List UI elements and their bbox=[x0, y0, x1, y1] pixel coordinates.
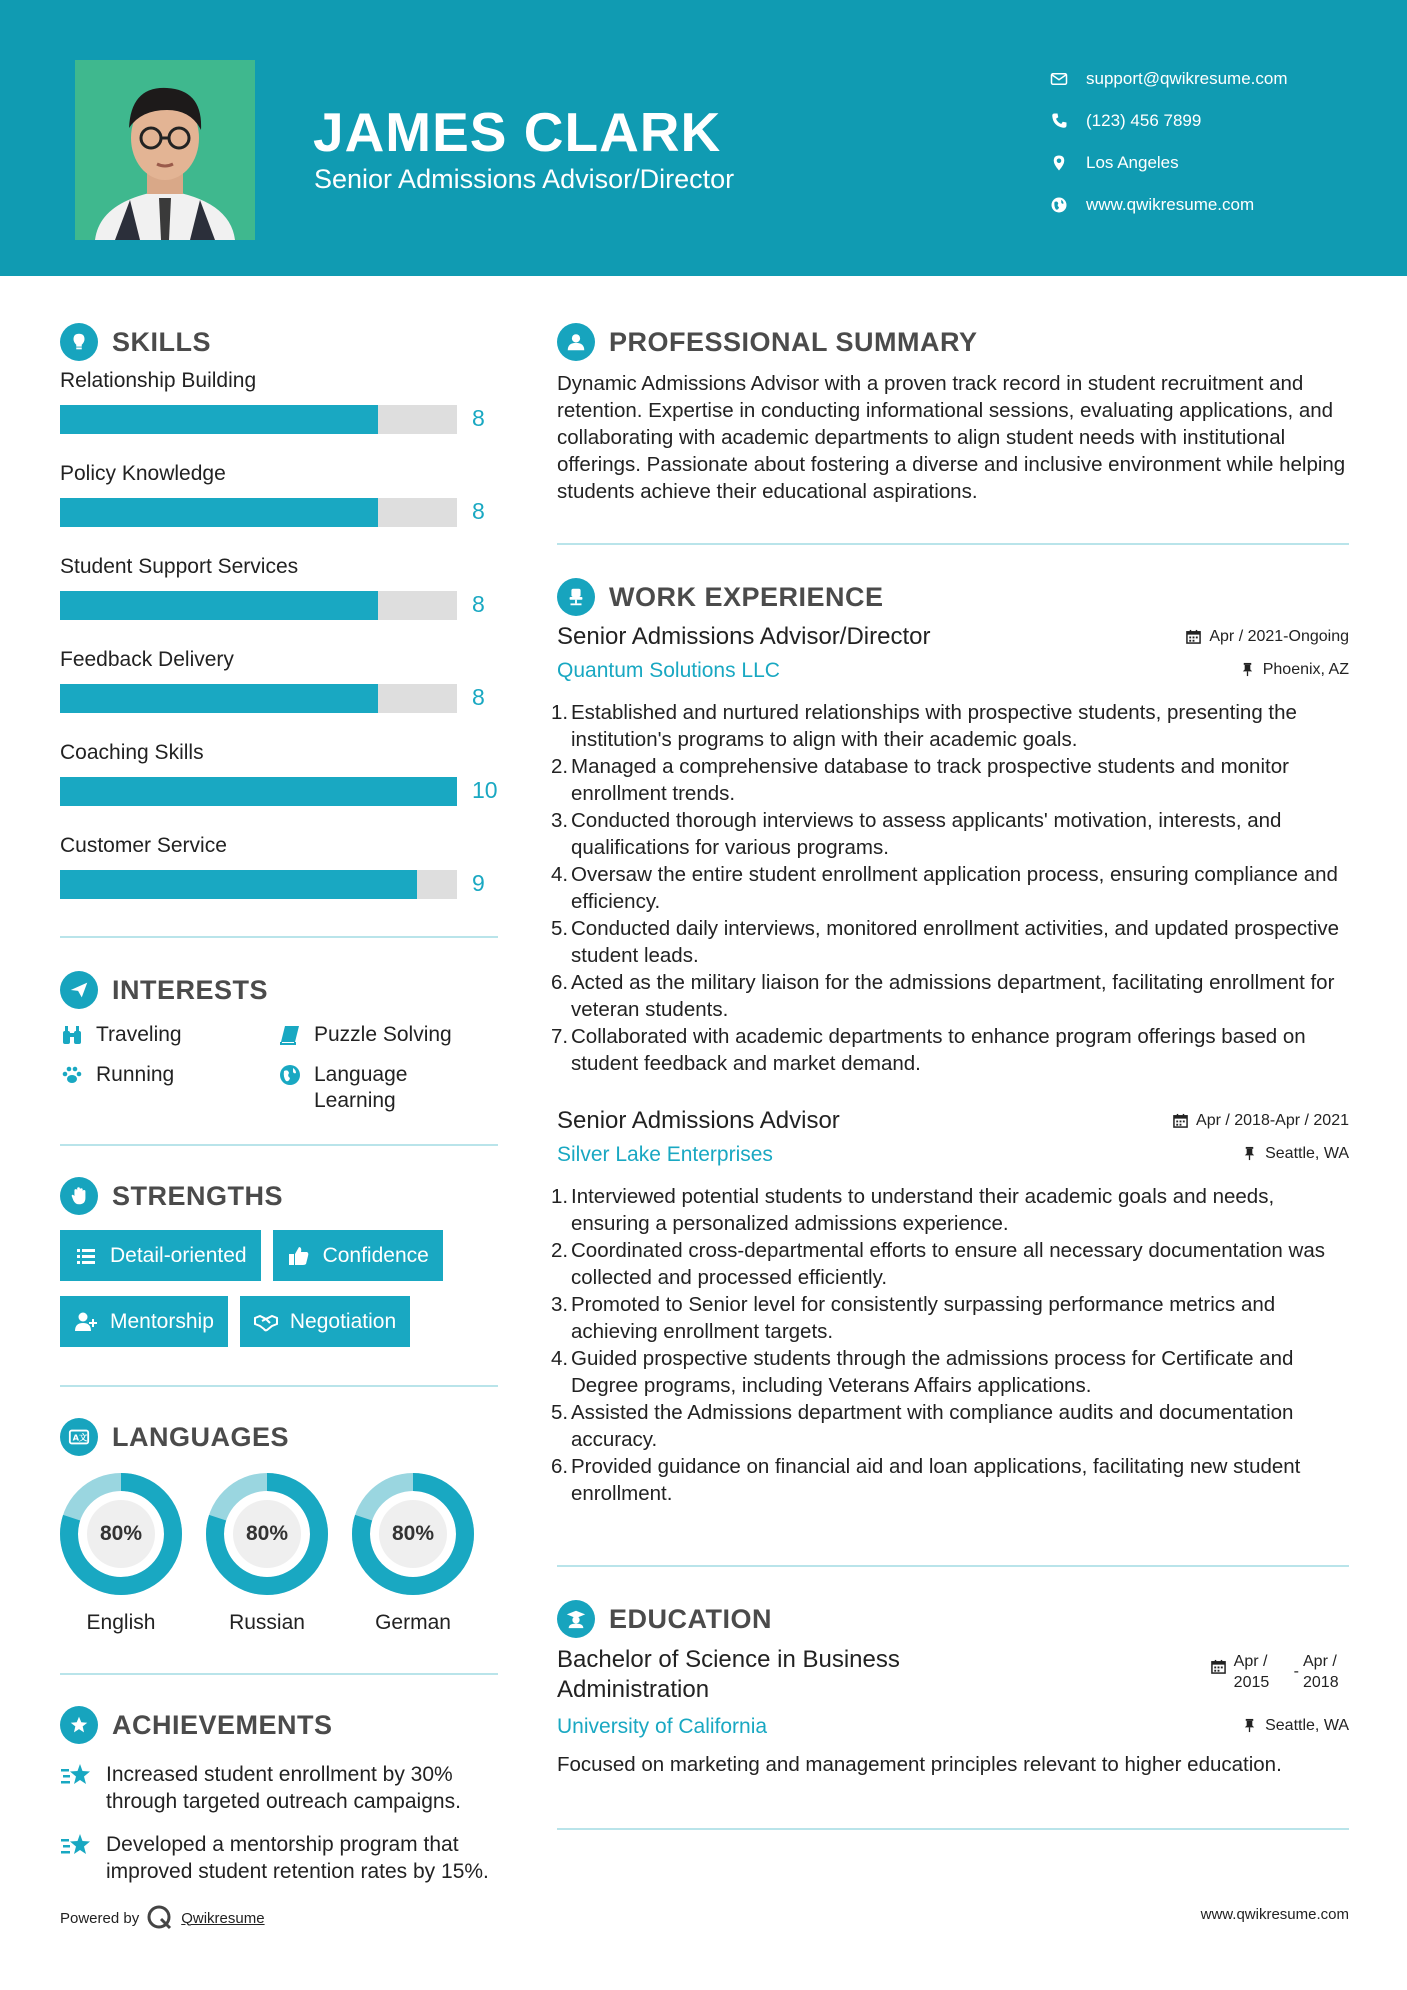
strength-tag: Confidence bbox=[273, 1230, 443, 1281]
svg-text:A文: A文 bbox=[72, 1432, 88, 1443]
interests-list bbox=[60, 1022, 498, 1114]
handshake-icon bbox=[254, 1310, 278, 1334]
job-entry bbox=[551, 623, 1349, 1077]
job-bullets bbox=[551, 1183, 1349, 1507]
candidate-name: JAMES CLARK bbox=[313, 101, 722, 163]
job-title: Senior Admissions Advisor/Director bbox=[557, 623, 931, 650]
skills-list bbox=[60, 366, 498, 918]
book-icon bbox=[278, 1023, 302, 1047]
section-divider bbox=[60, 1673, 498, 1675]
skill-value: 8 bbox=[472, 591, 485, 617]
skill-bar bbox=[60, 777, 457, 806]
pushpin-icon bbox=[1240, 662, 1255, 677]
language-percent: 80% bbox=[391, 1522, 435, 1545]
lightbulb-icon bbox=[60, 323, 98, 361]
skill-value: 8 bbox=[472, 405, 485, 431]
skill-name: Customer Service bbox=[60, 834, 227, 857]
calendar-icon bbox=[1211, 1659, 1226, 1674]
paw-icon bbox=[60, 1063, 84, 1087]
user-plus-icon bbox=[74, 1310, 98, 1334]
education-entry bbox=[557, 1645, 1349, 1778]
education-description: Focused on marketing and management principles relevant to higher education. bbox=[557, 1753, 1282, 1776]
contact-list bbox=[1050, 58, 1288, 226]
company-name: Silver Lake Enterprises bbox=[557, 1143, 773, 1166]
job-date: Apr / 2021-Ongoing bbox=[1186, 628, 1349, 646]
left-column bbox=[60, 318, 498, 1885]
section-divider bbox=[60, 936, 498, 938]
office-chair-icon bbox=[557, 578, 595, 616]
strengths-heading: STRENGTHS bbox=[60, 1172, 498, 1220]
skill-name: Policy Knowledge bbox=[60, 462, 226, 485]
skill-item bbox=[60, 831, 498, 918]
language-item bbox=[206, 1473, 328, 1635]
star-badge-icon bbox=[60, 1706, 98, 1744]
skill-item bbox=[60, 459, 498, 546]
skill-item bbox=[60, 645, 498, 732]
list-item: 1. Interviewed potential students to understand their academic goals and needs, ensuring a personalized admissions experience. bbox=[551, 1185, 1275, 1235]
list-item: 6. Provided guidance on financial aid and loan applications, facilitating new student enrollment. bbox=[551, 1455, 1301, 1505]
strength-tag: Negotiation bbox=[240, 1296, 410, 1347]
language-item bbox=[60, 1473, 182, 1635]
language-gauge bbox=[206, 1473, 328, 1595]
language-percent: 80% bbox=[245, 1522, 289, 1545]
section-divider bbox=[60, 1144, 498, 1146]
education-dates: Apr / 2015 - Apr / 2018 bbox=[1211, 1651, 1349, 1693]
fast-star-icon bbox=[60, 1761, 94, 1791]
skill-value: 10 bbox=[472, 777, 498, 803]
experience-heading: WORK EXPERIENCE bbox=[557, 573, 1349, 621]
skill-bar bbox=[60, 498, 457, 527]
job-title: Senior Admissions Advisor bbox=[557, 1107, 840, 1134]
contact-email[interactable]: support@qwikresume.com bbox=[1050, 58, 1288, 100]
strengths-list bbox=[60, 1230, 498, 1347]
list-item: 4. Oversaw the entire student enrollment application process, ensuring compliance and efficiency. bbox=[551, 863, 1338, 913]
skill-bar bbox=[60, 684, 457, 713]
thumbs-up-icon bbox=[287, 1244, 311, 1268]
strength-tag: Detail-oriented bbox=[60, 1230, 261, 1281]
interest-item: Language Learning bbox=[278, 1062, 498, 1114]
section-divider bbox=[557, 1828, 1349, 1830]
email-icon bbox=[1050, 70, 1068, 88]
pushpin-icon bbox=[1242, 1718, 1257, 1733]
strength-tag: Mentorship bbox=[60, 1296, 228, 1347]
pushpin-icon bbox=[1242, 1146, 1257, 1161]
candidate-title: Senior Admissions Advisor/Director bbox=[314, 164, 735, 194]
list-item: 2. Coordinated cross-departmental efforts to ensure all necessary documentation was collected and processed efficiently. bbox=[551, 1239, 1325, 1289]
job-location: Seattle, WA bbox=[1242, 1145, 1349, 1163]
language-name: Russian bbox=[229, 1611, 305, 1634]
list-item: 5. Conducted daily interviews, monitored enrollment activities, and updated prospective student leads. bbox=[551, 917, 1340, 967]
interests-heading: INTERESTS bbox=[60, 966, 498, 1014]
list-item: 3. Promoted to Senior level for consistently surpassing performance metrics and achieving enrollment targets. bbox=[551, 1293, 1276, 1343]
graduate-icon bbox=[557, 1600, 595, 1638]
education-heading: EDUCATION bbox=[557, 1595, 1349, 1643]
fast-star-icon bbox=[60, 1831, 94, 1861]
interest-item: Running bbox=[60, 1062, 278, 1114]
languages-list bbox=[60, 1473, 498, 1635]
interest-item: Traveling bbox=[60, 1022, 278, 1048]
calendar-icon bbox=[1173, 1113, 1188, 1128]
brand-link[interactable]: Qwikresume bbox=[181, 1909, 265, 1927]
language-name: English bbox=[86, 1611, 156, 1634]
skill-name: Relationship Building bbox=[60, 369, 257, 392]
language-percent: 80% bbox=[99, 1522, 143, 1545]
skill-bar bbox=[60, 591, 457, 620]
skill-item bbox=[60, 552, 498, 639]
skill-name: Feedback Delivery bbox=[60, 648, 234, 671]
powered-by: Powered by Qwikresume bbox=[60, 1903, 265, 1933]
section-divider bbox=[557, 1565, 1349, 1567]
job-entry bbox=[551, 1107, 1349, 1507]
list-item: 2. Managed a comprehensive database to track prospective students and monitor enrollment trends. bbox=[551, 755, 1289, 805]
language-gauge bbox=[352, 1473, 474, 1595]
paper-plane-icon bbox=[60, 971, 98, 1009]
languages-heading: A文 LANGUAGES bbox=[60, 1413, 498, 1461]
degree-title: Bachelor of Science in Business Administration bbox=[557, 1646, 900, 1703]
school-location: Seattle, WA bbox=[1242, 1717, 1349, 1735]
list-item: 4. Guided prospective students through the admissions process for Certificate and Degree programs, including Veterans Affairs applications. bbox=[551, 1347, 1294, 1397]
job-date: Apr / 2018-Apr / 2021 bbox=[1173, 1112, 1349, 1130]
contact-location: Los Angeles bbox=[1050, 142, 1288, 184]
interest-item: Puzzle Solving bbox=[278, 1022, 498, 1048]
globe-icon bbox=[278, 1063, 302, 1087]
list-item: 5. Assisted the Admissions department with compliance audits and documentation accuracy. bbox=[551, 1401, 1294, 1451]
list-item: 6. Acted as the military liaison for the admissions department, facilitating enrollment for veteran students. bbox=[551, 971, 1335, 1021]
skill-value: 8 bbox=[472, 684, 485, 710]
language-name: German bbox=[375, 1611, 451, 1634]
summary-text: Dynamic Admissions Advisor with a proven track record in student recruitment and retention. Expertise in conducting informational sessions, evaluating applications, and collaborating with academic departments to align student needs with institutional offerings. Passionate about fostering a diverse and inclusive environment while helping students achieve their educational aspirations. bbox=[557, 372, 1346, 503]
school-name: University of California bbox=[557, 1715, 768, 1738]
list-item: 7. Collaborated with academic departments to enhance program offerings based on student feedback and market demand. bbox=[551, 1025, 1306, 1075]
skill-name: Coaching Skills bbox=[60, 741, 204, 764]
resume-header bbox=[0, 0, 1407, 276]
company-name: Quantum Solutions LLC bbox=[557, 659, 780, 682]
list-icon bbox=[74, 1244, 98, 1268]
user-icon bbox=[557, 323, 595, 361]
contact-website[interactable]: www.qwikresume.com bbox=[1050, 184, 1288, 226]
globe-icon bbox=[1050, 196, 1068, 214]
skills-heading: SKILLS bbox=[60, 318, 498, 366]
section-divider bbox=[60, 1385, 498, 1387]
language-item bbox=[352, 1473, 474, 1635]
qwikresume-logo-icon bbox=[145, 1903, 175, 1933]
skill-name: Student Support Services bbox=[60, 555, 299, 578]
binoculars-icon bbox=[60, 1023, 84, 1047]
hand-icon bbox=[60, 1177, 98, 1215]
skill-value: 8 bbox=[472, 498, 485, 524]
list-item: 3. Conducted thorough interviews to assess applicants' motivation, interests, and qualifications for various programs. bbox=[551, 809, 1282, 859]
language-gauge bbox=[60, 1473, 182, 1595]
achievement-item: Increased student enrollment by 30% through targeted outreach campaigns. bbox=[60, 1761, 498, 1815]
skill-bar bbox=[60, 405, 457, 434]
list-item: 1. Established and nurtured relationships with prospective students, presenting the institution's programs to align with their academic goals. bbox=[551, 701, 1297, 751]
section-divider bbox=[557, 543, 1349, 545]
skill-value: 9 bbox=[472, 870, 485, 896]
achievements-heading: ACHIEVEMENTS bbox=[60, 1701, 498, 1749]
skill-bar bbox=[60, 870, 457, 899]
calendar-icon bbox=[1186, 629, 1201, 644]
map-pin-icon bbox=[1050, 154, 1068, 172]
achievement-item: Developed a mentorship program that improved student retention rates by 15%. bbox=[60, 1831, 498, 1885]
footer-website[interactable]: www.qwikresume.com bbox=[1200, 1906, 1349, 1923]
skill-item bbox=[60, 738, 498, 825]
summary-heading: PROFESSIONAL SUMMARY bbox=[557, 318, 1349, 366]
job-bullets bbox=[551, 699, 1349, 1077]
contact-phone[interactable]: (123) 456 7899 bbox=[1050, 100, 1288, 142]
job-location: Phoenix, AZ bbox=[1240, 661, 1349, 679]
right-column bbox=[551, 318, 1349, 1830]
profile-photo bbox=[75, 60, 255, 240]
skill-item bbox=[60, 366, 498, 453]
achievements-list bbox=[60, 1761, 498, 1885]
language-icon bbox=[60, 1418, 98, 1456]
phone-icon bbox=[1050, 112, 1068, 130]
